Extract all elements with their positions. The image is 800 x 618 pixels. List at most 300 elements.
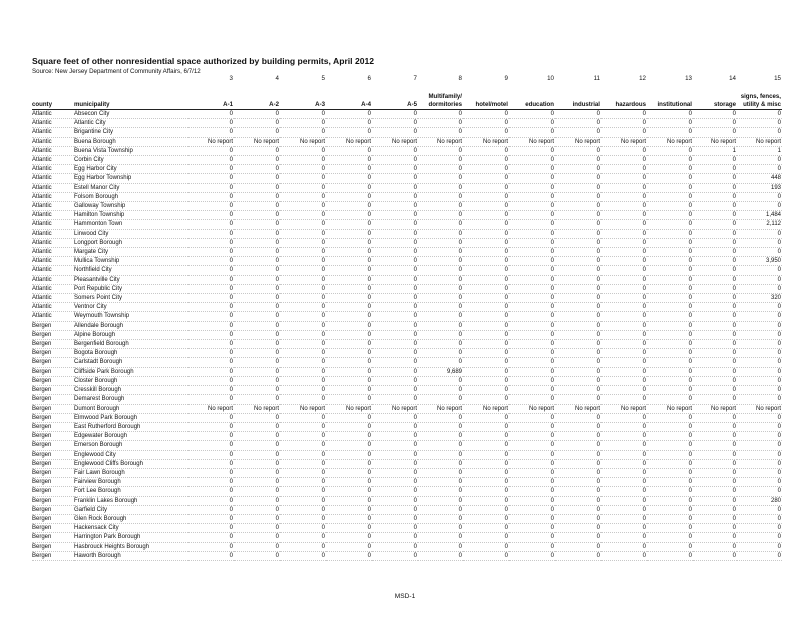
value-cell: No report bbox=[280, 404, 326, 413]
value-cell: 0 bbox=[234, 330, 280, 339]
table-row bbox=[32, 321, 782, 330]
value-cell: 0 bbox=[234, 284, 280, 293]
value-cell: 0 bbox=[647, 514, 693, 523]
value-cell: 0 bbox=[555, 551, 601, 560]
column-header: education bbox=[509, 84, 555, 110]
value-cell: 0 bbox=[647, 432, 693, 441]
value-cell: 0 bbox=[326, 505, 372, 514]
table-row bbox=[32, 303, 782, 312]
value-cell: 0 bbox=[463, 395, 509, 404]
municipality-cell: Elmwood Park Borough bbox=[74, 413, 188, 422]
value-cell: 0 bbox=[234, 367, 280, 376]
value-cell: 0 bbox=[647, 165, 693, 174]
value-cell: 0 bbox=[372, 422, 418, 431]
value-cell: 0 bbox=[601, 284, 647, 293]
value-cell: 0 bbox=[280, 146, 326, 155]
value-cell: 0 bbox=[188, 119, 234, 128]
value-cell: 0 bbox=[647, 192, 693, 201]
value-cell: 0 bbox=[326, 450, 372, 459]
value-cell: 0 bbox=[326, 211, 372, 220]
value-cell: 0 bbox=[647, 174, 693, 183]
value-cell: 0 bbox=[463, 340, 509, 349]
value-cell: 0 bbox=[555, 413, 601, 422]
value-cell: 0 bbox=[326, 487, 372, 496]
value-cell: 0 bbox=[188, 266, 234, 275]
value-cell: 0 bbox=[326, 514, 372, 523]
value-cell: 0 bbox=[280, 478, 326, 487]
value-cell: 0 bbox=[280, 119, 326, 128]
value-cell: 0 bbox=[601, 156, 647, 165]
column-number: 11 bbox=[593, 75, 600, 83]
value-cell: 0 bbox=[737, 478, 782, 487]
value-cell: 0 bbox=[647, 358, 693, 367]
value-cell: 0 bbox=[737, 459, 782, 468]
county-cell: Atlantic bbox=[32, 248, 74, 257]
value-cell: 0 bbox=[693, 441, 737, 450]
value-cell: 0 bbox=[234, 321, 280, 330]
value-cell: 0 bbox=[280, 376, 326, 385]
value-cell: 0 bbox=[737, 275, 782, 284]
municipality-cell: Cliffside Park Borough bbox=[74, 367, 188, 376]
value-cell: 0 bbox=[737, 156, 782, 165]
value-cell: 0 bbox=[601, 395, 647, 404]
table-row bbox=[32, 367, 782, 376]
value-cell: 0 bbox=[601, 459, 647, 468]
value-cell: 0 bbox=[372, 358, 418, 367]
county-cell: Bergen bbox=[32, 395, 74, 404]
value-cell: 0 bbox=[647, 321, 693, 330]
value-cell: 0 bbox=[280, 441, 326, 450]
value-cell: 0 bbox=[463, 294, 509, 303]
value-cell: 0 bbox=[188, 146, 234, 155]
value-cell: No report bbox=[601, 404, 647, 413]
value-cell: 0 bbox=[188, 468, 234, 477]
value-cell: 0 bbox=[280, 514, 326, 523]
value-cell: 0 bbox=[601, 386, 647, 395]
value-cell: 0 bbox=[693, 505, 737, 514]
value-cell: 0 bbox=[372, 119, 418, 128]
county-cell: Bergen bbox=[32, 340, 74, 349]
municipality-cell: Allendale Borough bbox=[74, 321, 188, 330]
municipality-cell: Brigantine City bbox=[74, 128, 188, 137]
value-cell: 0 bbox=[188, 284, 234, 293]
table-row bbox=[32, 330, 782, 339]
value-cell: 0 bbox=[693, 156, 737, 165]
value-cell: 0 bbox=[418, 496, 463, 505]
municipality-cell: Emerson Borough bbox=[74, 441, 188, 450]
table-row bbox=[32, 478, 782, 487]
value-cell: No report bbox=[555, 404, 601, 413]
value-cell: 0 bbox=[188, 321, 234, 330]
value-cell: 0 bbox=[601, 220, 647, 229]
value-cell: 0 bbox=[555, 386, 601, 395]
value-cell: 0 bbox=[372, 432, 418, 441]
value-cell: 0 bbox=[601, 146, 647, 155]
value-cell: 0 bbox=[280, 211, 326, 220]
column-number: 6 bbox=[367, 75, 371, 83]
value-cell: No report bbox=[280, 137, 326, 146]
table-row bbox=[32, 468, 782, 477]
municipality-cell: Demarest Borough bbox=[74, 395, 188, 404]
value-cell: 0 bbox=[509, 146, 555, 155]
value-cell: 0 bbox=[463, 432, 509, 441]
column-number: 12 bbox=[639, 75, 646, 83]
value-cell: 0 bbox=[463, 505, 509, 514]
value-cell: 0 bbox=[463, 238, 509, 247]
municipality-cell: Linwood City bbox=[74, 229, 188, 238]
value-cell: 0 bbox=[737, 165, 782, 174]
value-cell: 0 bbox=[509, 551, 555, 560]
county-cell: Atlantic bbox=[32, 266, 74, 275]
value-cell: 0 bbox=[693, 340, 737, 349]
value-cell: 0 bbox=[647, 542, 693, 551]
value-cell: 0 bbox=[188, 229, 234, 238]
value-cell: 0 bbox=[693, 450, 737, 459]
value-cell: 0 bbox=[463, 192, 509, 201]
table-row bbox=[32, 524, 782, 533]
value-cell: 0 bbox=[737, 321, 782, 330]
value-cell: No report bbox=[601, 137, 647, 146]
value-cell: 0 bbox=[372, 257, 418, 266]
column-header: A-5 bbox=[372, 84, 418, 110]
value-cell: 0 bbox=[693, 542, 737, 551]
value-cell: 0 bbox=[463, 146, 509, 155]
municipality-cell: Closter Borough bbox=[74, 376, 188, 385]
county-cell: Atlantic bbox=[32, 303, 74, 312]
column-number bbox=[32, 75, 74, 84]
value-cell: No report bbox=[372, 137, 418, 146]
value-cell: 0 bbox=[463, 533, 509, 542]
municipality-cell: Franklin Lakes Borough bbox=[74, 496, 188, 505]
value-cell: 0 bbox=[737, 542, 782, 551]
value-cell: 0 bbox=[418, 524, 463, 533]
value-cell: 0 bbox=[234, 542, 280, 551]
value-cell: 0 bbox=[418, 376, 463, 385]
value-cell: 0 bbox=[693, 128, 737, 137]
value-cell: 0 bbox=[326, 321, 372, 330]
value-cell: 0 bbox=[601, 450, 647, 459]
value-cell: 0 bbox=[601, 524, 647, 533]
column-header: A-4 bbox=[326, 84, 372, 110]
value-cell: 0 bbox=[372, 478, 418, 487]
municipality-cell: Estell Manor City bbox=[74, 183, 188, 192]
value-cell: 0 bbox=[693, 376, 737, 385]
value-cell: 0 bbox=[188, 220, 234, 229]
value-cell: 0 bbox=[326, 248, 372, 257]
value-cell: 0 bbox=[280, 496, 326, 505]
value-cell: 0 bbox=[280, 468, 326, 477]
table-row bbox=[32, 156, 782, 165]
page-title: Square feet of other nonresidential space authorized by building permits, April 2012 bbox=[32, 56, 375, 66]
municipality-cell: East Rutherford Borough bbox=[74, 422, 188, 431]
municipality-cell: Buena Borough bbox=[74, 137, 188, 146]
county-cell: Atlantic bbox=[32, 183, 74, 192]
value-cell: 0 bbox=[234, 395, 280, 404]
value-cell: 0 bbox=[647, 496, 693, 505]
value-cell: 0 bbox=[234, 376, 280, 385]
value-cell: 0 bbox=[555, 487, 601, 496]
value-cell: No report bbox=[737, 137, 782, 146]
table-row bbox=[32, 110, 782, 119]
value-cell: 0 bbox=[234, 505, 280, 514]
value-cell: 0 bbox=[509, 432, 555, 441]
county-cell: Bergen bbox=[32, 468, 74, 477]
value-cell: 0 bbox=[463, 413, 509, 422]
value-cell: 0 bbox=[737, 441, 782, 450]
county-cell: Bergen bbox=[32, 478, 74, 487]
value-cell: 0 bbox=[372, 303, 418, 312]
value-cell: 1,484 bbox=[737, 211, 782, 220]
value-cell: 0 bbox=[693, 312, 737, 321]
value-cell: 0 bbox=[326, 441, 372, 450]
value-cell: 0 bbox=[737, 386, 782, 395]
value-cell: 0 bbox=[555, 275, 601, 284]
value-cell: 0 bbox=[601, 358, 647, 367]
value-cell: 0 bbox=[418, 238, 463, 247]
value-cell: 0 bbox=[372, 487, 418, 496]
value-cell: 0 bbox=[737, 192, 782, 201]
value-cell: 0 bbox=[372, 229, 418, 238]
value-cell: 0 bbox=[418, 514, 463, 523]
value-cell: 0 bbox=[693, 257, 737, 266]
value-cell: 0 bbox=[188, 422, 234, 431]
value-cell: 0 bbox=[280, 395, 326, 404]
value-cell: 0 bbox=[280, 367, 326, 376]
value-cell: 0 bbox=[418, 450, 463, 459]
column-header: hazardous bbox=[601, 84, 647, 110]
value-cell: 0 bbox=[463, 514, 509, 523]
municipality-cell: Buena Vista Township bbox=[74, 146, 188, 155]
value-cell: 0 bbox=[326, 220, 372, 229]
value-cell: 0 bbox=[737, 533, 782, 542]
value-cell: 0 bbox=[234, 156, 280, 165]
value-cell: 0 bbox=[647, 340, 693, 349]
value-cell: 0 bbox=[418, 119, 463, 128]
value-cell: 0 bbox=[647, 441, 693, 450]
county-cell: Bergen bbox=[32, 496, 74, 505]
value-cell: 0 bbox=[280, 330, 326, 339]
value-cell: 0 bbox=[326, 192, 372, 201]
value-cell: 0 bbox=[418, 441, 463, 450]
value-cell: 0 bbox=[188, 496, 234, 505]
value-cell: 0 bbox=[601, 496, 647, 505]
municipality-cell: Edgewater Borough bbox=[74, 432, 188, 441]
value-cell: 0 bbox=[234, 524, 280, 533]
value-cell: 0 bbox=[555, 110, 601, 119]
value-cell: 0 bbox=[601, 174, 647, 183]
value-cell: 0 bbox=[280, 183, 326, 192]
value-cell: 0 bbox=[555, 211, 601, 220]
column-number: 3 bbox=[229, 75, 233, 83]
value-cell: 0 bbox=[234, 533, 280, 542]
value-cell: 0 bbox=[647, 533, 693, 542]
municipality-cell: Bogota Borough bbox=[74, 349, 188, 358]
value-cell: 0 bbox=[372, 524, 418, 533]
value-cell: 0 bbox=[647, 505, 693, 514]
value-cell: 0 bbox=[372, 110, 418, 119]
value-cell: 0 bbox=[188, 413, 234, 422]
value-cell: 0 bbox=[280, 220, 326, 229]
value-cell: 0 bbox=[326, 174, 372, 183]
value-cell: 0 bbox=[188, 165, 234, 174]
table-row bbox=[32, 376, 782, 385]
value-cell: 0 bbox=[737, 266, 782, 275]
value-cell: 0 bbox=[372, 496, 418, 505]
value-cell: 0 bbox=[509, 229, 555, 238]
value-cell: 0 bbox=[647, 146, 693, 155]
value-cell: 0 bbox=[601, 165, 647, 174]
value-cell: 0 bbox=[509, 340, 555, 349]
value-cell: 0 bbox=[372, 220, 418, 229]
value-cell: 0 bbox=[326, 266, 372, 275]
value-cell: 0 bbox=[326, 459, 372, 468]
value-cell: 0 bbox=[418, 533, 463, 542]
value-cell: No report bbox=[188, 137, 234, 146]
value-cell: 0 bbox=[326, 367, 372, 376]
value-cell: 0 bbox=[601, 376, 647, 385]
value-cell: 0 bbox=[601, 248, 647, 257]
value-cell: 0 bbox=[326, 146, 372, 155]
county-cell: Atlantic bbox=[32, 156, 74, 165]
value-cell: 0 bbox=[280, 303, 326, 312]
value-cell: 0 bbox=[509, 349, 555, 358]
value-cell: 0 bbox=[234, 174, 280, 183]
value-cell: 0 bbox=[188, 505, 234, 514]
value-cell: 0 bbox=[737, 110, 782, 119]
value-cell: 0 bbox=[693, 303, 737, 312]
value-cell: 0 bbox=[647, 450, 693, 459]
value-cell: 0 bbox=[509, 119, 555, 128]
value-cell: No report bbox=[463, 137, 509, 146]
county-cell: Bergen bbox=[32, 551, 74, 560]
value-cell: 0 bbox=[737, 248, 782, 257]
value-cell: 0 bbox=[280, 174, 326, 183]
value-cell: 0 bbox=[693, 266, 737, 275]
value-cell: 0 bbox=[693, 395, 737, 404]
value-cell: 0 bbox=[234, 386, 280, 395]
table-row bbox=[32, 174, 782, 183]
value-cell: 0 bbox=[188, 340, 234, 349]
value-cell: 0 bbox=[509, 524, 555, 533]
value-cell: 0 bbox=[188, 386, 234, 395]
value-cell: 0 bbox=[326, 229, 372, 238]
table-row bbox=[32, 340, 782, 349]
county-cell: Bergen bbox=[32, 358, 74, 367]
value-cell: 1 bbox=[737, 146, 782, 155]
value-cell: 0 bbox=[509, 284, 555, 293]
value-cell: 0 bbox=[555, 450, 601, 459]
value-cell: 0 bbox=[737, 358, 782, 367]
value-cell: 0 bbox=[326, 156, 372, 165]
value-cell: No report bbox=[693, 404, 737, 413]
value-cell: 0 bbox=[372, 165, 418, 174]
county-cell: Bergen bbox=[32, 376, 74, 385]
value-cell: 0 bbox=[647, 211, 693, 220]
value-cell: 0 bbox=[418, 413, 463, 422]
value-cell: 0 bbox=[509, 165, 555, 174]
table-row bbox=[32, 248, 782, 257]
value-cell: 0 bbox=[463, 110, 509, 119]
value-cell: 0 bbox=[601, 303, 647, 312]
value-cell: 0 bbox=[372, 349, 418, 358]
value-cell: 0 bbox=[280, 257, 326, 266]
value-cell: 0 bbox=[188, 294, 234, 303]
table-row bbox=[32, 284, 782, 293]
value-cell: 0 bbox=[601, 478, 647, 487]
value-cell: 0 bbox=[693, 478, 737, 487]
value-cell: 0 bbox=[418, 358, 463, 367]
value-cell: 0 bbox=[372, 202, 418, 211]
column-header: hotel/motel bbox=[463, 84, 509, 110]
value-cell: 0 bbox=[280, 349, 326, 358]
value-cell: No report bbox=[509, 137, 555, 146]
column-header: storage bbox=[693, 84, 737, 110]
value-cell: 0 bbox=[280, 294, 326, 303]
value-cell: 0 bbox=[647, 524, 693, 533]
value-cell: 0 bbox=[234, 165, 280, 174]
value-cell: 0 bbox=[372, 468, 418, 477]
table-row bbox=[32, 229, 782, 238]
value-cell: 0 bbox=[188, 450, 234, 459]
municipality-cell: Mullica Township bbox=[74, 257, 188, 266]
column-header: industrial bbox=[555, 84, 601, 110]
value-cell: 0 bbox=[693, 349, 737, 358]
value-cell: 0 bbox=[509, 413, 555, 422]
value-cell: 0 bbox=[418, 192, 463, 201]
value-cell: 0 bbox=[509, 312, 555, 321]
value-cell: 0 bbox=[463, 266, 509, 275]
value-cell: 0 bbox=[418, 284, 463, 293]
municipality-cell: Longport Borough bbox=[74, 238, 188, 247]
column-number: 15 bbox=[774, 75, 781, 83]
county-cell: Atlantic bbox=[32, 220, 74, 229]
value-cell: 0 bbox=[234, 441, 280, 450]
value-cell: 0 bbox=[372, 211, 418, 220]
value-cell: 0 bbox=[737, 450, 782, 459]
value-cell: 0 bbox=[188, 367, 234, 376]
value-cell: 0 bbox=[509, 468, 555, 477]
value-cell: 0 bbox=[280, 202, 326, 211]
value-cell: 0 bbox=[188, 487, 234, 496]
value-cell: 0 bbox=[234, 220, 280, 229]
value-cell: 0 bbox=[509, 478, 555, 487]
value-cell: 0 bbox=[463, 284, 509, 293]
county-cell: Bergen bbox=[32, 386, 74, 395]
value-cell: 0 bbox=[372, 413, 418, 422]
value-cell: 0 bbox=[234, 468, 280, 477]
value-cell: 0 bbox=[418, 248, 463, 257]
value-cell: 0 bbox=[280, 450, 326, 459]
value-cell: 0 bbox=[280, 422, 326, 431]
value-cell: 0 bbox=[693, 459, 737, 468]
value-cell: 0 bbox=[188, 524, 234, 533]
county-cell: Atlantic bbox=[32, 294, 74, 303]
value-cell: 0 bbox=[647, 156, 693, 165]
source-note: Source: New Jersey Department of Community Affairs, 6/7/12 bbox=[32, 68, 201, 75]
value-cell: 0 bbox=[234, 183, 280, 192]
municipality-cell: Fort Lee Borough bbox=[74, 487, 188, 496]
county-cell: Atlantic bbox=[32, 202, 74, 211]
value-cell: 0 bbox=[463, 349, 509, 358]
value-cell: 0 bbox=[280, 321, 326, 330]
value-cell: 0 bbox=[555, 367, 601, 376]
value-cell: 0 bbox=[326, 294, 372, 303]
value-cell: 0 bbox=[693, 496, 737, 505]
value-cell: 0 bbox=[326, 340, 372, 349]
municipality-cell: Galloway Township bbox=[74, 202, 188, 211]
value-cell: No report bbox=[737, 404, 782, 413]
value-cell: 0 bbox=[601, 422, 647, 431]
